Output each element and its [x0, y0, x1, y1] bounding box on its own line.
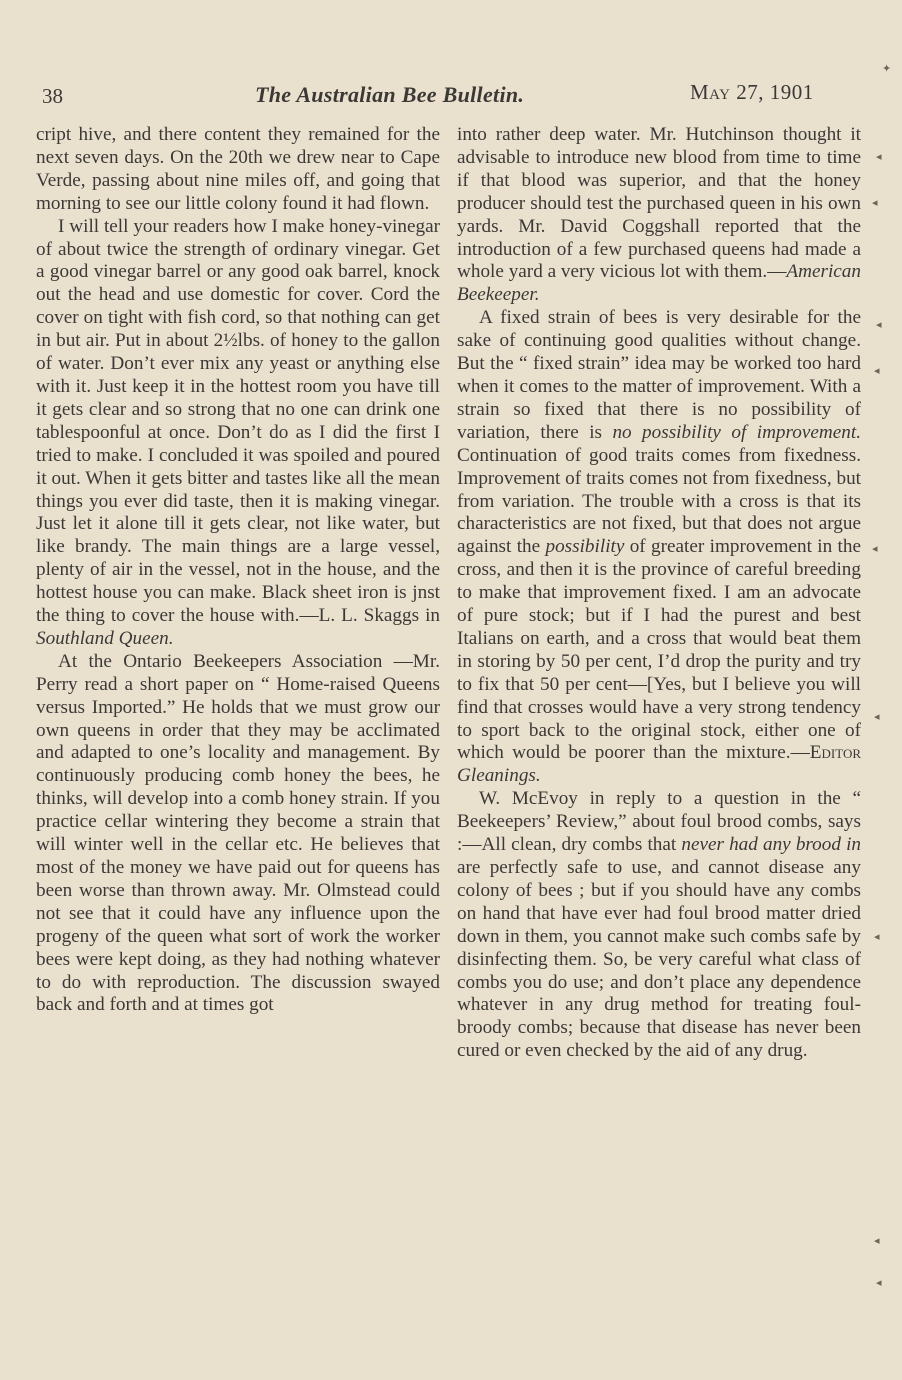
paragraph-voyage-continued: cript hive, and there content they remained for the next seven days. On the 20th we drew near to Cape Verde, passing about nine miles off, and going that morning to see our little colony found it had flown. — [36, 124, 440, 214]
mcevoy-text-b: are perfectly safe to use, and cannot disease any colony of bees ; but if you should have any combs on hand that have ever had foul brood matter dried down in them, you cannot make such combs safe by disinfecting them. So, be very careful what class of combs you do use; and don’t place any dependence whatever in any drug method for treating foul-broody combs; because that disease has never been cured or even checked by the aid of any drug. — [457, 857, 861, 1062]
page-number: 38 — [42, 84, 63, 108]
mcevoy-text-a: W. McEvoy in reply to a question in the “ Beekeepers’ Review,” about foul brood combs, says :—All clean, dry combs that — [457, 788, 861, 856]
page-header — [0, 80, 902, 110]
issue-date-rest: 27, 1901 — [730, 80, 814, 104]
paragraph-mcevoy-foul-brood — [457, 788, 861, 1063]
honey-vinegar-source: Southland Queen. — [36, 627, 174, 649]
fixed-strain-source: Gleanings. — [457, 765, 541, 787]
honey-vinegar-text: I will tell your readers how I make honey-vinegar of about twice the strength of ordinary vinegar. Get a good vinegar barrel or any good oak barrel, knock out the head and use domestic for cover. Cord the cover on tight with fish cord, so that nothing can get in but air. Put in about 2½lbs. of honey to the gallon of water. Don’t ever mix any yeast or anything else with it. Just keep it in the hottest room you have till it gets clear and so strong that no one can drink one tablespoonful at once. Don’t do as I did the first I tried to make. I concluded it was spoiled and poured it out. When it gets bitter and tastes like all the mean things you ever did taste, then it is making vinegar. Just let it alone till it gets clear, not like water, but like brandy. The main things are a large vessel, plenty of air in the vessel, not in the house, and the hottest house you can make. Black sheet iron is jnst the thing to cover the house with.—L. L. Skaggs in — [36, 215, 440, 627]
paragraph-ontario-association: At the Ontario Beekeepers Association —Mr. Perry read a short paper on “ Home-raised Queens versus Imported.” He holds that we must grow our own queens in order that they may be acclimated and adapted to one’s locality and management. By continuously producing comb honey the bees, he thinks, will develop into a comb honey strain. If you practice cellar wintering they become a strain that will winter well in the cellar etc. He believes that most of the money we have paid out for queens has been worse than thrown away. Mr. Olmstead could not see that it could have any influence upon the progeny of the queen what sort of work the worker bees were kept doing, as they had nothing whatever to do with reproduction. The discussion swayed back and forth and at times got — [36, 650, 440, 1016]
margin-mark: ◂ — [876, 151, 882, 163]
margin-mark: ◂ — [874, 711, 880, 723]
margin-mark: ◂ — [872, 197, 878, 209]
fixed-strain-text-c: of greater improvement in the cross, and then it is the province of careful breeding to make that improvement fixed. I am an advocate of pure stock; but if I had the purest and best Italians on earth, and a cross that would beat them in storing by 50 per cent, I’d drop the purity and try to fix that 50 per cent—[Yes, but I believe you will find that crosses would have a very strong tendency to sport back to the original stock, either one of which would be poorer than the mixture.— — [457, 536, 861, 764]
fixed-strain-text-b: Continuation of good traits comes from fixedness. Improvement of traits comes not from fixedness, but from variation. The trouble with a cross is that its characteristics are not fixed, but that does not argue against the — [457, 444, 861, 558]
margin-mark: ◂ — [876, 1277, 882, 1289]
left-column — [36, 124, 440, 1017]
mcevoy-emphasis: never had any brood in — [681, 834, 861, 856]
paragraph-hutchinson — [457, 124, 861, 307]
margin-mark: ◂ — [874, 1235, 880, 1247]
margin-mark: ✦ — [882, 63, 892, 75]
paragraph-fixed-strain — [457, 307, 861, 788]
fixed-strain-emphasis-1: no possibility of improvement. — [612, 421, 861, 443]
right-column — [457, 124, 861, 1063]
hutchinson-text: into rather deep water. Mr. Hutchinson thought it advisable to introduce new blood from time to time if that blood was superior, and that the honey producer should test the purchased queen in his own yards. Mr. David Coggshall reported that the introduction of a few purchased queens had made a whole yard a very vicious lot with them.— — [457, 124, 861, 283]
fixed-strain-editor: Editor — [809, 742, 861, 764]
issue-date — [690, 80, 814, 105]
paragraph-honey-vinegar — [36, 216, 440, 651]
issue-date-month: May — [690, 80, 731, 104]
margin-mark: ◂ — [872, 543, 878, 555]
margin-mark: ◂ — [874, 365, 880, 377]
margin-mark: ◂ — [876, 319, 882, 331]
fixed-strain-emphasis-2: possibility — [545, 536, 625, 558]
fixed-strain-text-a: A fixed strain of bees is very desirable for the sake of continuing good qualities without change. But the “ fixed strain” idea may be worked too hard when it comes to the matter of improvement. With a strain so fixed that there is no possibility of variation, there is — [457, 307, 861, 443]
margin-mark: ◂ — [874, 931, 880, 943]
journal-title: The Australian Bee Bulletin. — [255, 82, 525, 107]
hutchinson-source: American Beekeeper. — [457, 261, 861, 306]
